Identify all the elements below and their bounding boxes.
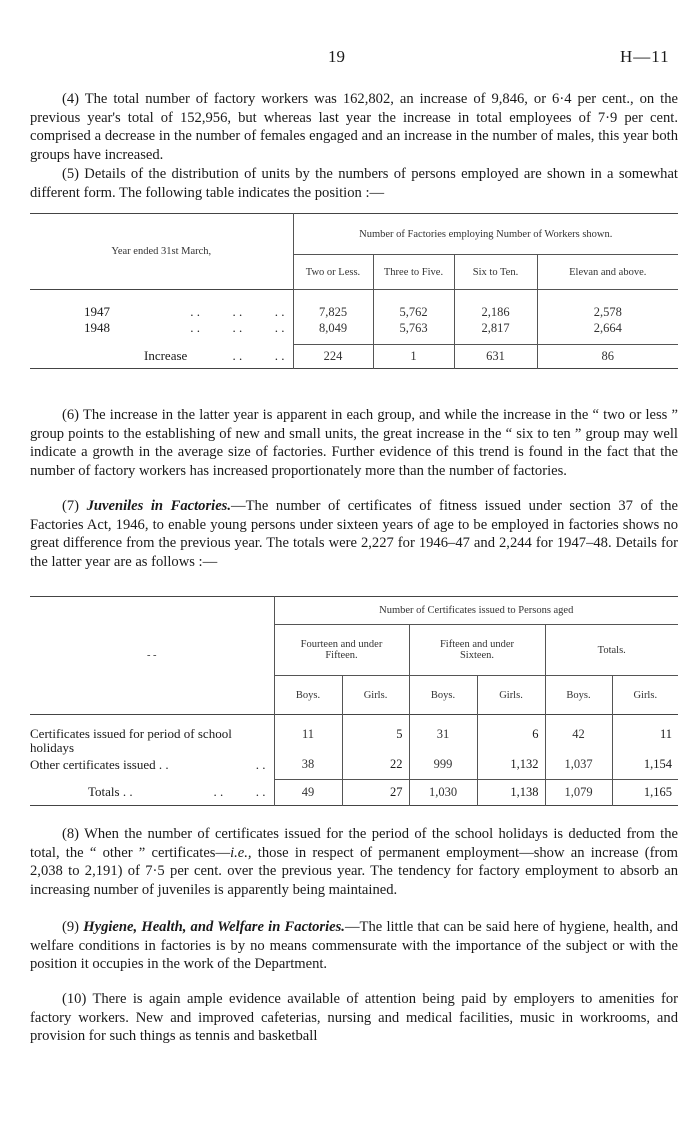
paragraph-9: [30, 918, 678, 974]
table2-cell: 999: [409, 757, 477, 775]
paragraph-7-lead: (7): [62, 498, 87, 514]
table2-cell: 1,079: [545, 779, 612, 806]
paragraph-8-a: (8) When the number of certificates issued for the period of the school holidays is deducted from the total, the “ other ” certificates—: [30, 826, 678, 861]
table1-cell: 631: [454, 344, 537, 369]
table2-stub-header: - -: [146, 650, 157, 661]
certificates-table: [30, 596, 678, 808]
table2-group-header: Number of Certificates issued to Persons aged: [274, 597, 678, 625]
table1-cell: 8,049: [293, 320, 373, 336]
table2-cell: 1,132: [477, 757, 545, 775]
paragraph-7-title: Juveniles in Factories.: [86, 498, 232, 514]
table1-cell: 7,825: [293, 304, 373, 320]
leader-dots: . .: [255, 757, 266, 772]
paragraph-8: [30, 825, 678, 899]
table2-subgroup-header: Fifteen and under Sixteen.: [409, 625, 545, 676]
table1-row: [30, 320, 678, 336]
table2-cell: 5: [342, 727, 409, 757]
table2-cell: 42: [545, 727, 612, 757]
table2-sex-header: Girls.: [612, 676, 678, 715]
table2-cell: 1,037: [545, 757, 612, 775]
table2-cell: 49: [274, 779, 342, 806]
factories-by-size-table: [30, 213, 678, 373]
table2-sex-header: Boys.: [274, 676, 342, 715]
table2-cell: 22: [342, 757, 409, 775]
table2-cell: 1,165: [612, 779, 678, 806]
table1-cell: 5,763: [373, 320, 454, 336]
row-label: Certificates issued for period of school holidays: [30, 726, 232, 755]
table1-col-header: Three to Five.: [373, 255, 454, 290]
table2-cell: 1,138: [477, 779, 545, 806]
row-label: Totals . .: [88, 784, 133, 799]
table1-increase-row: [30, 344, 678, 369]
table2-cell: 1,154: [612, 757, 678, 775]
table2-cell: 27: [342, 779, 409, 806]
table2-cell: 11: [612, 727, 678, 757]
table1-group-header: Number of Factories employing Number of Workers shown.: [293, 214, 678, 255]
row-label: Increase: [144, 348, 188, 363]
table2-row: [30, 757, 678, 775]
paragraph-5: (5) Details of the distribution of units by the numbers of persons employed are shown in a somewhat different form. The following table indicates the position :—: [30, 166, 678, 201]
paragraph-9-title: Hygiene, Health, and Welfare in Factories.: [83, 919, 345, 935]
leader-dots: . . . .: [213, 784, 266, 799]
table1-cell: 2,186: [454, 304, 537, 320]
paragraph-4: (4) The total number of factory workers was 162,802, an increase of 9,846, or 6·4 per cent., on the previous year's total of 152,956, but whereas last year the increase in total employees of 7·9 per cent. comprised a decrease in the number of females engaged and an increase in the number of males, this year both groups have increased.: [30, 91, 678, 163]
paragraph-7: [30, 497, 678, 571]
table1-cell: 224: [293, 344, 373, 369]
table2-cell: 1,030: [409, 779, 477, 806]
table1-cell: 2,578: [537, 304, 678, 320]
row-label: 1947: [84, 304, 110, 319]
table2-sex-header: Girls.: [342, 676, 409, 715]
table2-cell: 38: [274, 757, 342, 775]
table2-sex-header: Girls.: [477, 676, 545, 715]
table2-sex-header: Boys.: [409, 676, 477, 715]
paragraph-6: (6) The increase in the latter year is apparent in each group, and while the increase in the “ two or less ” group points to the establishing of new and small units, the great increase in the “ six to ten ” group may well indicate a growth in the average size of factories. Further evidence of this trend is found in the fact that the number of factory workers has increased proportionately more than the number of factories.: [30, 407, 678, 479]
page-number: 19: [328, 47, 345, 66]
table1-cell: 2,817: [454, 320, 537, 336]
paragraph-7-body: —The number of certificates of fitness issued under section 37 of the Factories Act, 1946, to enable young persons under sixteen years of age to be employed in factories shows no great difference from the previous year. The totals were 2,227 for 1946–47 and 2,244 for 1947–48. Details for the latter year are as follows :—: [30, 498, 679, 570]
table2-totals-row: [30, 779, 678, 806]
paragraph-9-lead: (9): [62, 919, 84, 935]
table2-cell: 6: [477, 727, 545, 757]
table2-row: [30, 727, 678, 757]
paragraph-9-body: —The little that can be said here of hygiene, health, and welfare conditions in factories is by no means commensurate with the importance of the subject or with the position it occupies in the work of the Department.: [30, 919, 678, 972]
table2-sex-header: Boys.: [545, 676, 612, 715]
page-reference: H—11: [620, 47, 670, 66]
table1-col-header: Six to Ten.: [454, 255, 537, 290]
table2-subgroup-header: Fourteen and under Fifteen.: [274, 625, 409, 676]
table1-row: [30, 304, 678, 320]
paragraph-8-b: those in respect of permanent employment—show an increase (from 2,038 to 2,191) of 7·5 per cent. over the previous year. The tendency for factory employment to absorb an increasing number of juveniles is apparently being maintained.: [30, 844, 678, 898]
table1-col-header: Elevan and above.: [537, 255, 678, 290]
table1-cell: 1: [373, 344, 454, 369]
table1-cell: 86: [537, 344, 678, 369]
table1-col-header: Two or Less.: [293, 255, 373, 290]
leader-dots: . . . .: [232, 348, 285, 363]
row-label: Other certificates issued . .: [30, 757, 169, 772]
leader-dots: . . . . . .: [190, 320, 285, 335]
row-label: 1948: [84, 320, 110, 335]
leader-dots: . . . . . .: [190, 304, 285, 319]
table1-cell: 2,664: [537, 320, 678, 336]
paragraph-8-ie: i.e.,: [230, 844, 252, 861]
table1-stub-header: Year ended 31st March,: [111, 246, 212, 257]
table2-cell: 11: [274, 727, 342, 757]
table2-subgroup-header: Totals.: [545, 625, 678, 676]
paragraph-10: (10) There is again ample evidence available of attention being paid by employers to amenities for factory workers. New and improved cafeterias, nursing and medical facilities, music in workrooms, and provision for such things as tennis and basketball: [30, 991, 678, 1044]
table1-cell: 5,762: [373, 304, 454, 320]
table2-cell: 31: [409, 727, 477, 757]
